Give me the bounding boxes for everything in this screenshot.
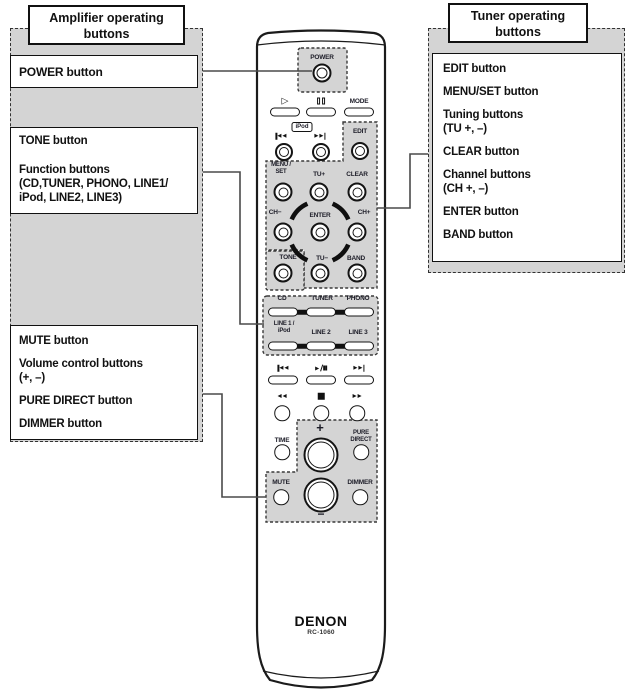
- amplifier-header: [28, 5, 185, 45]
- volume-plus-label: +: [316, 420, 324, 435]
- stop-button[interactable]: [313, 405, 329, 421]
- tuner-header: [448, 3, 588, 43]
- tuner-label: TUNER: [311, 295, 333, 302]
- connector-tone-line: [198, 172, 264, 324]
- cd-button[interactable]: [268, 308, 298, 317]
- callout-text: BAND button: [443, 229, 513, 241]
- enter-label: ENTER: [309, 212, 331, 219]
- play-pause-button[interactable]: [306, 376, 336, 385]
- skip-back-icon: [275, 133, 286, 140]
- edit-label: EDIT: [352, 128, 368, 135]
- callout-text: Function buttons: [19, 164, 110, 176]
- play-icon: ▷: [281, 95, 289, 106]
- menu-set-label: MENU / SET: [271, 162, 291, 175]
- mute-label: MUTE: [272, 478, 290, 486]
- tu-minus-button[interactable]: [311, 264, 330, 283]
- dimmer-button[interactable]: [352, 489, 368, 505]
- skip-forward-button[interactable]: [312, 143, 330, 161]
- line1-ipod-label: LINE 1 / iPod: [273, 321, 295, 334]
- skip-back-button[interactable]: [275, 143, 293, 161]
- phono-button[interactable]: [344, 308, 374, 317]
- volume-up-knob[interactable]: [304, 438, 339, 473]
- callout-text: (CH +, –): [443, 183, 489, 195]
- fast-forward-button[interactable]: [349, 405, 365, 421]
- pause-icon: [317, 98, 325, 105]
- play-button[interactable]: [270, 108, 300, 117]
- band-button[interactable]: [348, 264, 367, 283]
- amplifier-header-line1: Amplifier operating: [49, 11, 164, 25]
- tuner-callout-box: [432, 53, 622, 262]
- connector-mute-line: [198, 394, 266, 497]
- tu-plus-label: TU+: [313, 171, 325, 178]
- play-pause-icon: [315, 365, 327, 372]
- tu-minus-label: TU−: [316, 255, 328, 262]
- mute-callout-box: [10, 325, 198, 440]
- fast-forward-icon: [353, 394, 362, 398]
- line1-ipod-button[interactable]: [268, 342, 298, 351]
- callout-text: Channel buttons: [443, 169, 531, 181]
- amplifier-header-line2: buttons: [83, 27, 130, 41]
- brand-logo: DENON: [294, 613, 348, 629]
- prev-track-icon: [277, 365, 288, 372]
- callout-text: (+, –): [19, 372, 45, 384]
- rewind-button[interactable]: [274, 405, 290, 421]
- clear-button[interactable]: [348, 183, 367, 202]
- menu-set-button[interactable]: [274, 183, 293, 202]
- pure-direct-label: PURE DIRECT: [350, 430, 372, 443]
- next-track-icon: [353, 365, 364, 372]
- callout-text: DIMMER button: [19, 418, 102, 430]
- tone-callout-box: [10, 127, 198, 214]
- callout-text: ENTER button: [443, 206, 519, 218]
- callout-text: PURE DIRECT button: [19, 395, 133, 407]
- callout-text: iPod, LINE2, LINE3): [19, 192, 122, 204]
- tone-button[interactable]: [274, 264, 293, 283]
- band-label: BAND: [347, 255, 365, 262]
- enter-button[interactable]: [311, 223, 330, 242]
- callout-text: POWER button: [19, 64, 103, 79]
- callout-text: MENU/SET button: [443, 86, 539, 98]
- callout-text: (CD,TUNER, PHONO, LINE1/: [19, 178, 169, 190]
- clear-label: CLEAR: [346, 171, 368, 178]
- mute-button[interactable]: [273, 489, 289, 505]
- rewind-icon: [278, 394, 287, 398]
- callout-text: MUTE button: [19, 335, 89, 347]
- callout-text: (TU +, –): [443, 123, 487, 135]
- stop-icon: [318, 393, 325, 400]
- power-callout-box: [10, 55, 198, 88]
- tu-plus-button[interactable]: [310, 183, 329, 202]
- callout-text: EDIT button: [443, 63, 506, 75]
- callout-text: Tuning buttons: [443, 109, 524, 121]
- line2-label: LINE 2: [311, 328, 331, 336]
- skip-forward-icon: [314, 133, 325, 140]
- volume-minus-label: −: [317, 507, 325, 521]
- mode-label: MODE: [349, 97, 369, 105]
- line3-button[interactable]: [344, 342, 374, 351]
- mode-button[interactable]: [344, 108, 374, 117]
- line3-label: LINE 3: [348, 328, 368, 336]
- time-label: TIME: [274, 437, 290, 444]
- next-track-button[interactable]: [344, 376, 374, 385]
- power-button[interactable]: [313, 63, 332, 82]
- line2-button[interactable]: [306, 342, 336, 351]
- power-label: POWER: [310, 54, 334, 61]
- time-button[interactable]: [274, 444, 290, 460]
- ch-plus-label: CH+: [357, 209, 371, 216]
- tuner-button[interactable]: [306, 308, 336, 317]
- callout-text: TONE button: [19, 135, 88, 147]
- edit-button[interactable]: [351, 142, 369, 160]
- ch-minus-button[interactable]: [274, 223, 293, 242]
- pure-direct-button[interactable]: [353, 444, 369, 460]
- prev-track-button[interactable]: [268, 376, 298, 385]
- callout-text: Volume control buttons: [19, 358, 143, 370]
- tuner-header-line2: buttons: [495, 25, 541, 39]
- ch-minus-label: CH−: [268, 209, 282, 216]
- callout-text: CLEAR button: [443, 146, 520, 158]
- ch-plus-button[interactable]: [348, 223, 367, 242]
- tone-label: TONE: [279, 254, 297, 261]
- cd-label: CD: [277, 295, 287, 302]
- ipod-tag: iPod: [292, 122, 313, 132]
- phono-label: PHONO: [346, 295, 370, 302]
- model-number: RC-1060: [307, 629, 335, 636]
- dimmer-label: DIMMER: [347, 478, 373, 486]
- tuner-header-line1: Tuner operating: [470, 9, 566, 23]
- pause-button[interactable]: [306, 108, 336, 117]
